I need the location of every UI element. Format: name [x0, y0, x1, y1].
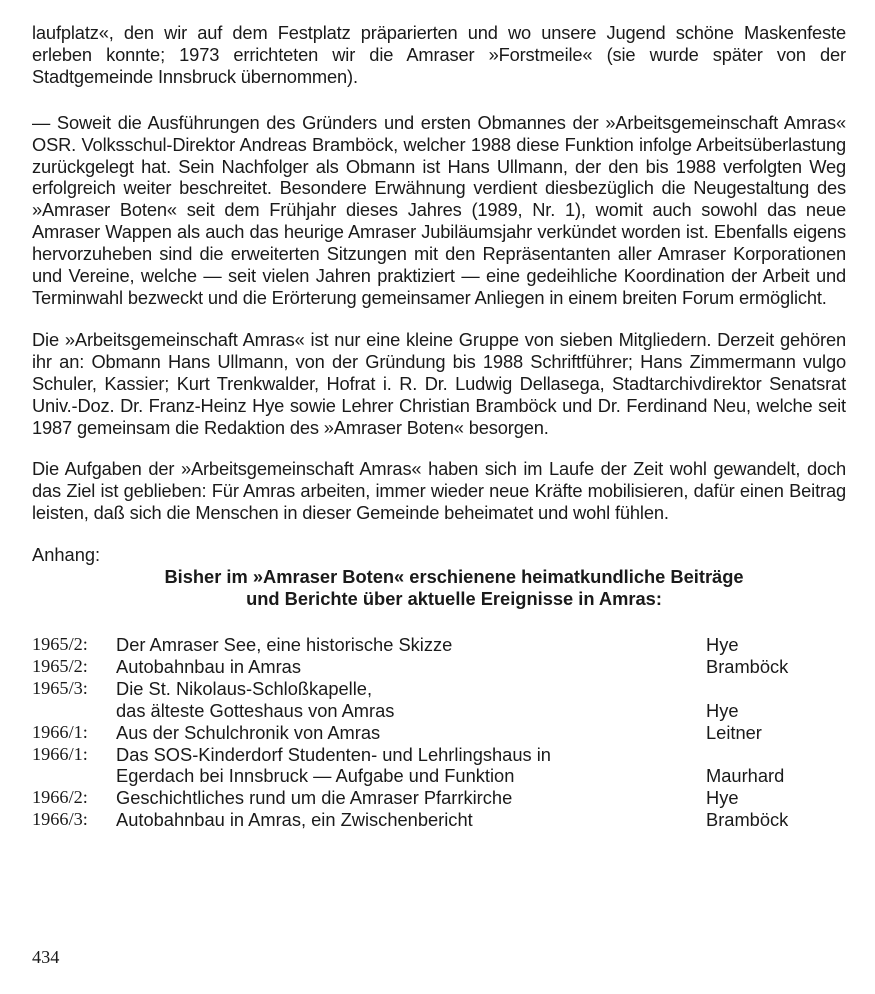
article-title: Geschichtliches rund um die Amraser Pfarrkirche: [116, 787, 513, 809]
article-title-continued: Egerdach bei Innsbruck — Aufgabe und Funktion: [116, 765, 515, 787]
appendix-list: [32, 634, 846, 831]
appendix-heading-line-2: und Berichte über aktuelle Ereignisse in Amras:: [246, 588, 662, 610]
article-author: Leitner: [706, 721, 762, 743]
article-title: Aus der Schulchronik von Amras: [116, 721, 381, 743]
list-item-continuation: [32, 765, 846, 787]
paragraph-2: — Soweit die Ausführungen des Gründers und ersten Obmannes der »Arbeitsgemeinschaft Amras« OSR. Volksschul-Direktor Andreas Bramböck, welcher 1988 diese Funktion infolge Arbeitsüberlastung zurückgelegt hat. Sein Nachfolger als Obmann ist Hans Ullmann, der den bis 1988 verfolgten Weg erfolgreich weiter beschreitet. Besondere Erwähnung verdient diesbezüglich die Neugestaltung des »Amraser Boten« seit dem Frühjahr dieses Jahres (1989, Nr. 1), womit auch sowohl das neue Amraser Wappen als auch das heurige Amraser Jubiläumsjahr verkündet worden ist. Ebenfalls eigens hervorzuheben sind die erweiterten Sitzungen mit den Repräsentanten aller Amraser Korporationen und Vereine, welche — seit vielen Jahren praktiziert — eine gedeihliche Koordination der Arbeit und Terminwahl bezweckt und die Erörterung gemeinsamer Anliegen in einem breiten Forum ermöglicht.: [32, 111, 846, 308]
article-author: Hye: [706, 787, 739, 809]
list-item: [32, 809, 846, 831]
issue-number: 1965/3:: [32, 677, 88, 698]
list-item: [32, 656, 846, 678]
list-item-continuation: [32, 700, 846, 722]
issue-number: 1965/2:: [32, 634, 88, 655]
appendix-heading-line-1: Bisher im »Amraser Boten« erschienene heimatkundliche Beiträge: [164, 566, 744, 588]
page-body: [32, 22, 846, 831]
article-title: Die St. Nikolaus-Schloßkapelle,: [116, 677, 373, 699]
article-author: Hye: [706, 699, 739, 721]
article-title: Autobahnbau in Amras, ein Zwischenbericht: [116, 809, 473, 831]
article-author: Bramböck: [706, 809, 789, 831]
article-title: Das SOS-Kinderdorf Studenten- und Lehrlingshaus in: [116, 743, 551, 765]
appendix-heading: [32, 566, 846, 610]
paragraph-4: Die Aufgaben der »Arbeitsgemeinschaft Amras« haben sich im Laufe der Zeit wohl gewandelt, doch das Ziel ist geblieben: Für Amras arbeiten, immer wieder neue Kräfte mobilisieren, dafür einen Beitrag leisten, daß sich die Menschen in dieser Gemeinde beheimatet und wohl fühlen.: [32, 458, 846, 524]
list-item: [32, 678, 846, 700]
article-author: Bramböck: [706, 655, 789, 677]
article-author: Hye: [706, 634, 739, 656]
list-item: [32, 722, 846, 744]
issue-number: 1966/1:: [32, 743, 88, 764]
article-title: Autobahnbau in Amras: [116, 655, 301, 677]
issue-number: 1965/2:: [32, 655, 88, 676]
list-item: [32, 744, 846, 766]
paragraph-3: Die »Arbeitsgemeinschaft Amras« ist nur eine kleine Gruppe von sieben Mitgliedern. Derzeit gehören ihr an: Obmann Hans Ullmann, von der Gründung bis 1988 Schriftführer; Hans Zimmermann vulgo Schuler, Kassier; Kurt Trenkwalder, Hofrat i. R. Dr. Ludwig Dellasega, Stadtarchivdirektor Senatsrat Univ.-Doz. Dr. Franz-Heinz Hye sowie Lehrer Christian Bramböck und Dr. Ferdinand Neu, welche seit 1987 gemeinsam die Redaktion des »Amraser Boten« besorgen.: [32, 328, 846, 438]
issue-number: 1966/1:: [32, 721, 88, 742]
article-author: Maurhard: [706, 765, 785, 787]
article-title: Der Amraser See, eine historische Skizze: [116, 634, 453, 656]
appendix-label: Anhang:: [32, 544, 101, 566]
paragraph-1: laufplatz«, den wir auf dem Festplatz präparierten und wo unsere Jugend schöne Maskenfeste erleben konnte; 1973 errichteten wir die Amraser »Forstmeile« (sie wurde später von der Stadtgemeinde Innsbruck übernommen).: [32, 22, 846, 87]
issue-number: 1966/3:: [32, 809, 88, 830]
list-item: [32, 787, 846, 809]
list-item: [32, 634, 846, 656]
page-number: 434: [32, 947, 60, 967]
issue-number: 1966/2:: [32, 787, 88, 808]
article-title-continued: das älteste Gotteshaus von Amras: [116, 699, 395, 721]
